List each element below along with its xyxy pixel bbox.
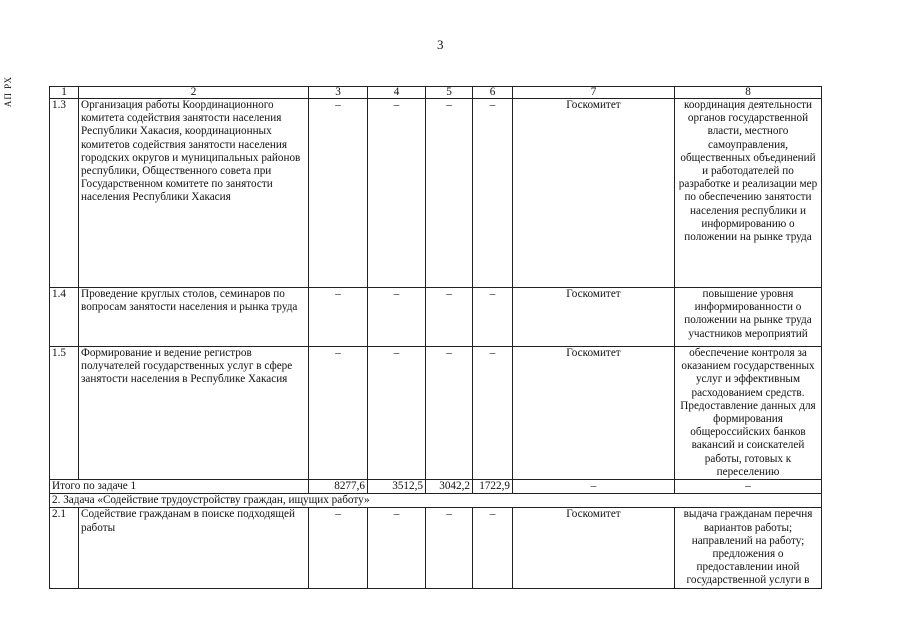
value-cell: – [426, 288, 473, 347]
col-header: 4 [368, 87, 426, 99]
col-header: 1 [50, 87, 79, 99]
result-cell: координация деятельности органов государственной власти, местного самоуправления, общественных объединений и работодателей по разработке и реализации мер по обеспечению занятости населения республики и информированию о положении на рынке труда [675, 99, 822, 288]
activity-cell: Формирование и ведение регистров получателей государственных услуг в сфере занятости населения в Республике Хакасия [79, 347, 309, 480]
table-row [50, 508, 822, 588]
row-number: 2.1 [50, 508, 79, 588]
task-heading: 2. Задача «Содействие трудоустройству граждан, ищущих работу» [50, 494, 822, 508]
responsible-cell: Госкомитет [513, 99, 675, 288]
total-value: 3512,5 [368, 480, 426, 494]
col-header: 2 [79, 87, 309, 99]
result-cell: выдача гражданам перечня вариантов работы; направлений на работу; предложения о предоставлении иной государственной услуги в [675, 508, 822, 588]
row-number: 1.3 [50, 99, 79, 288]
value-cell: – [426, 99, 473, 288]
value-cell: – [309, 508, 368, 588]
responsible-cell: Госкомитет [513, 288, 675, 347]
total-label: Итого по задаче 1 [50, 480, 309, 494]
value-cell: – [426, 347, 473, 480]
activity-cell: Организация работы Координационного комитета содействия занятости населения Республики Хакасия, координационных комитетов содействия занятости населения городских округов и муниципальных районов республики, Общественного совета при Государственном комитете по занятости населения Республики Хакасия [79, 99, 309, 288]
page-number: 3 [437, 37, 444, 52]
value-cell: – [473, 508, 513, 588]
table-row [50, 288, 822, 347]
value-cell: – [309, 288, 368, 347]
side-stamp: АП РХ [3, 76, 13, 108]
row-number: 1.5 [50, 347, 79, 480]
value-cell: – [473, 99, 513, 288]
value-cell: – [473, 288, 513, 347]
value-cell: – [309, 347, 368, 480]
task-heading-row [50, 494, 822, 508]
value-cell: – [368, 347, 426, 480]
total-row [50, 480, 822, 494]
value-cell: – [426, 508, 473, 588]
total-result: – [675, 480, 822, 494]
responsible-cell: Госкомитет [513, 508, 675, 588]
plan-table [49, 86, 822, 589]
total-value: 3042,2 [426, 480, 473, 494]
col-header: 3 [309, 87, 368, 99]
col-header: 5 [426, 87, 473, 99]
total-value: 8277,6 [309, 480, 368, 494]
col-header: 6 [473, 87, 513, 99]
value-cell: – [473, 347, 513, 480]
value-cell: – [368, 288, 426, 347]
value-cell: – [368, 508, 426, 588]
column-number-row [50, 87, 822, 99]
col-header: 7 [513, 87, 675, 99]
total-value: 1722,9 [473, 480, 513, 494]
value-cell: – [368, 99, 426, 288]
col-header: 8 [675, 87, 822, 99]
row-number: 1.4 [50, 288, 79, 347]
result-cell: повышение уровня информированности о положении на рынке труда участников мероприятий [675, 288, 822, 347]
value-cell: – [309, 99, 368, 288]
table-row [50, 99, 822, 288]
responsible-cell: Госкомитет [513, 347, 675, 480]
activity-cell: Содействие гражданам в поиске подходящей работы [79, 508, 309, 588]
total-responsible: – [513, 480, 675, 494]
activity-cell: Проведение круглых столов, семинаров по вопросам занятости населения и рынка труда [79, 288, 309, 347]
table-row [50, 347, 822, 480]
result-cell: обеспечение контроля за оказанием государственных услуг и эффективным расходованием средств. Предоставление данных для формирования общероссийских банков вакансий и соискателей работы, готовых к переселению [675, 347, 822, 480]
